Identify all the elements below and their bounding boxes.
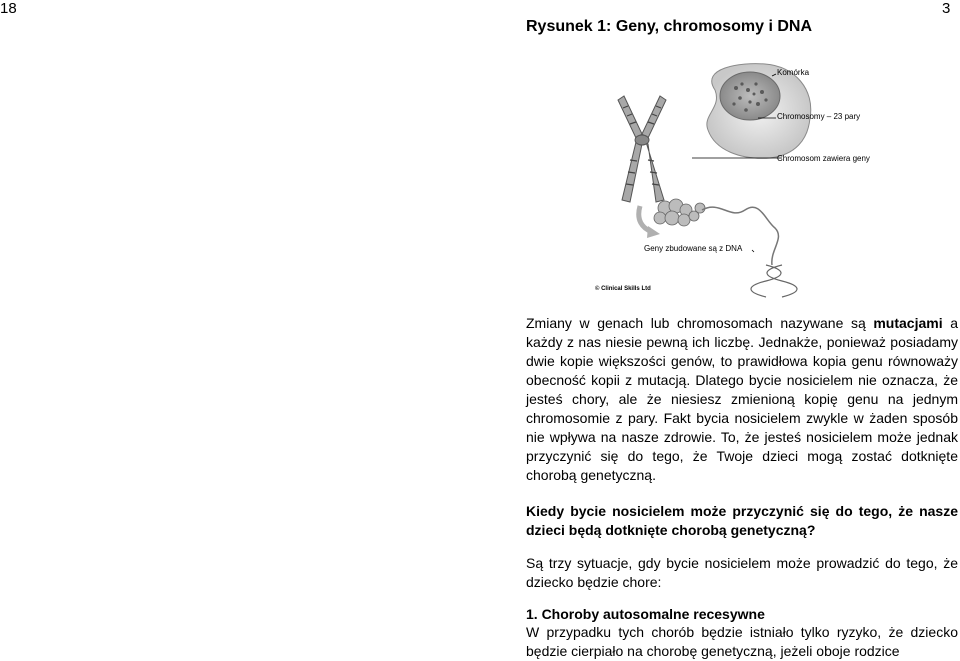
term-mutations: mutacjami [873,315,943,331]
question-heading: Kiedy bycie nosicielem może przyczynić się do tego, że nasze dzieci będą dotknięte chorobą genetyczną? [526,503,958,538]
double-helix [751,265,797,297]
label-chromosomes: Chromosomy – 23 pary [777,112,861,121]
label-cell: Komórka [777,68,810,77]
figure-caption: Rysunek 1: Geny, chromosomy i DNA [526,18,812,35]
section-heading-autosomal-recessive: 1. Choroby autosomalne recesywne [526,606,765,622]
chromosome-x [618,96,666,202]
para1-text-a: Zmiany w genach lub chromosomach nazywane są [526,315,874,331]
figure-illustration [590,60,880,298]
dna-strand [702,207,778,265]
label-chromosome-genes: Chromosom zawiera geny [777,154,870,163]
page-number-right: 3 [942,0,951,17]
page-number-left: 18 [0,0,17,17]
dna-coil [654,199,705,226]
para1-text-b: a każdy z nas niesie pewną ich liczbę. Jednakże, ponieważ posiadamy dwie kopie większości genów, to prawidłowa kopia genu równoważy obecność kopii z mutacją. Dlatego bycie nosicielem nie oznacza, że jesteś chory, ale że niesiesz zmienioną kopię genu na jednym chromosomie z pary. Fakt bycia nosicielem zwykle w żaden sposób nie wpływa na nasze zdrowie. To, że jesteś nosicielem może jednak przyczynić się do tego, że Twoje dzieci mogą zostać dotknięte chorobą genetyczną. [526,315,958,483]
paragraph-three-situations: Są trzy sytuacje, gdy bycie nosicielem może prowadzić do tego, że dziecko będzie chore: [526,555,958,590]
section-body-autosomal-recessive: W przypadku tych chorób będzie istniało tylko ryzyko, że dziecko będzie cierpiało na chorobę genetyczną, jeżeli oboje rodzice [526,624,958,659]
cell-shape [707,64,811,159]
label-genes-dna: Geny zbudowane są z DNA [644,244,743,253]
paragraph-mutations [526,314,958,485]
copyright-notice: © Clinical Skills Ltd [595,286,651,292]
figure-genes-chromosomes-dna [590,60,880,298]
